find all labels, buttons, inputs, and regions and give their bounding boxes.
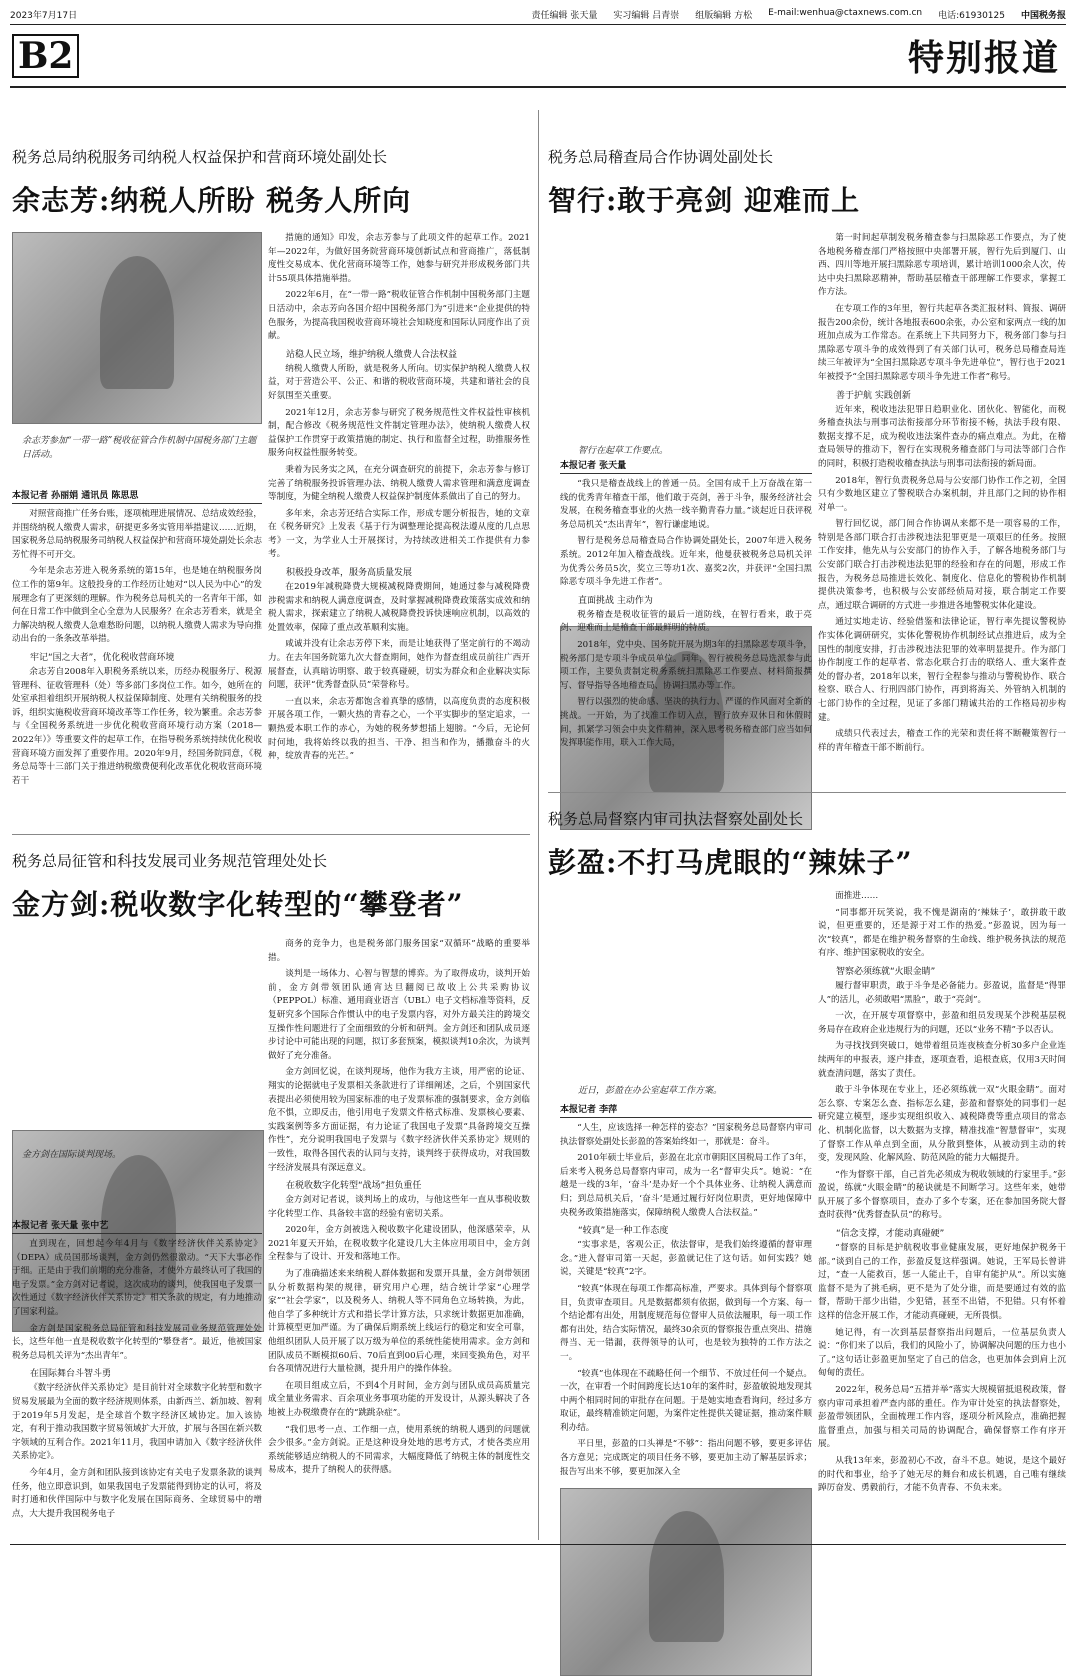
issue-date: 2023年7月17日: [10, 10, 78, 21]
paragraph: 金方剑回忆说，在谈判现场，他作为我方主谈，用严密的论证、翔实的论据就电子发票相关条款进行了详细阐述，之后，个别国家代表提出必须使用较为国家标准的电子发票标准的强制要求，金方剑临危不惧，立即反击，他引用电子发票文件格式标准、发票核心要素、实践案例等多方面证据，有力论证了我国电子发票“具备跨境交互操作性”，充分说明我国电子发票与《数字经济伙伴关系协定》规则的一致性，取得各国代表的认同与支持，谈判终于获得成功，对我国数字经济发展具有深远意义。: [268, 1067, 530, 1173]
subheading: 在国际舞台斗智斗勇: [30, 1369, 112, 1380]
paragraph: 对照营商推广任务台账，逐项梳理进展情况、总结成效经验，并围绕纳税人缴费人需求，研提更多务实管用举措建议……近期，国家税务总局纳税服务司纳税人权益保护和营商环境处副处长余志芳忙得不可开交。: [12, 509, 262, 560]
paragraph: 今年是余志芳进入税务系统的第15年，也是她在纳税服务岗位工作的第9年。这般投身的工作经历让她对“以人民为中心”的发展理念有了更深刻的理解。作为税务总局机关的一名青年干部，如何在日常工作中做到全心全意为人民服务？在余志芳看来，就是全力解决纳税人缴费人急难愁盼问题，以纳税人缴费人需求为导向推动出台的一条条改革举措。: [12, 566, 262, 645]
subheading: 在税收数字化转型“战场”担负重任: [286, 1181, 422, 1192]
article-yu-zhifang: [12, 146, 528, 219]
subheading: “较真”是一种工作态度: [578, 1226, 669, 1237]
byline: 本报记者 张天量 张中艺: [12, 1218, 262, 1234]
paragraph: 2022年，税务总局“五措并举”落实大规模留抵退税政策，督察内审司承担着严查内部的重任。作为审计处室的执法督察处，彭盈带领团队，全面梳理工作内容，逐项分析风险点，准确把握监督重点，加强与相关司局的协调配合，确保督察工作有序开展。: [818, 1385, 1066, 1450]
paragraph: 秉着为民务实之风，在充分调查研究的前提下，余志芳参与修订完善了纳税服务投诉管理办法、纳税人缴费人需求管理和满意度调查等制度，为健全纳税人缴费人权益保护制度体系做出了自己的努力。: [268, 464, 530, 503]
article-column-1: [12, 1218, 262, 1540]
paragraph: 2022年6月，在“一带一路”税收征管合作机制中国税务部门主题日活动中，余志芳向各国介绍中国税务部门为“引进来”企业提供的特色服务，为提高我国税收营商环境社会知晓度和国际认同度作出了贡献。: [268, 290, 530, 342]
paragraph: 智行回忆说，部门间合作协调从来都不是一项容易的工作，特别是各部门联合打击涉税违法犯罪更是一项艰巨的任务。按照工作安排，他先从与公安部门的协作入手，了解各地税务部门与公安部门联合打击涉税违法犯罪的经验和存在的问题，形成工作报告，为税务总局推进长效化、制度化、信息化的警税协作机制提供决策参考，也积极与公安部经侦局对接，联合制定工作要点，通过联合调研的方式进一步推进各地警税实体化建设。: [818, 519, 1066, 611]
subheading: “信念支撑，才能动真碰硬”: [836, 1229, 945, 1240]
paragraph: “作为督察干部，自己首先必须成为税收领域的行家里手。”彭盈说，练就“火眼金睛”的秘诀就是不间断学习。这些年来，她带队开展了多个督察项目，查办了多个专案，还在参加国务院大督查时获得“优秀督查队员”的称号。: [818, 1169, 1066, 1221]
paragraph: 面推进……: [835, 891, 879, 901]
email[interactable]: E-mail:wenhua@ctaxnews.com.cn: [768, 7, 923, 18]
photo-caption: 近日，彭盈在办公室起草工作方案。: [578, 1086, 723, 1096]
paragraph: 她记得，有一次到基层督察指出问题后，一位基层负责人说：“你们来了以后，我们的风险小了，协调解决问题的压力也小了。”这句话让彭盈更加坚定了自己的信念，也更加体会到肩上沉甸甸的责任。: [818, 1327, 1066, 1379]
article-headline: 余志芳:纳税人所盼 税务人所向: [12, 184, 412, 217]
paragraph: 在专项工作的3年里，智行共起草各类汇报材料、简报、调研报告200余份，统计各地报表600余张，办公室和家两点一线的加班加点成为工作常态。在系统上下共同努力下，税务部门参与扫黑除恶专项斗争的成效得到了有关部门认可，税务总局稽查局连续三年被评为“全国扫黑除恶专项斗争先进单位”，智行也于2021年被授予“全国扫黑除恶专项斗争先进工作者”称号。: [818, 303, 1066, 382]
paragraph: “较真”也体现在不疏略任何一个细节、不放过任何一个疑点。一次，在审看一个时间跨度长达10年的案件时，彭盈敏锐地发现其中两个相同时间的审批存在问题。于是她实地查看询问，经过多方取证，最终精准锁定问题，为案件定性提供关键证据，推动案件顺利办结。: [560, 1368, 812, 1433]
paragraph: 措施的通知》印发，余志芳参与了此项文件的起草工作。2021年—2022年，为做好国务院营商环境创新试点和营商推广，落低制度性交易成本、优化营商环境等工作，她参与研究并形成税务部门共计55项具体措施举措。: [268, 233, 530, 284]
paragraph: 《数字经济伙伴关系协定》是目前针对全球数字化转型和数字贸易发展最为全面的数字经济规则体系，由新西兰、新加坡、智利于2019年5月发起，是全球首个数字经济区域协定。加入该协定，有利于推动我国数字贸易领域扩大开放，扩展与各国在新兴数字领域的互利合作。2021年11月，我国申请加入《数字经济伙伴关系协定》。: [12, 1383, 262, 1462]
paragraph: “实事求是，客观公正，依法督审，是我们始终遵循的督审理念。”进入督审司第一天起，彭盈就记住了这句话。如何实践？她说，关键是“较真”2字。: [560, 1240, 812, 1278]
paragraph: 智行以强烈的使命感、坚决的执行力、严谨的作风面对全新的挑战。一开始，为了找准工作切入点，智行放弃双休日和休假时间，抓紧学习领会中央文件精神，深入思考税务稽查部门应当如何发挥职能作用，联入工作大局，: [560, 697, 812, 749]
paragraph: 余志芳自2008年入职税务系统以来，历经办税服务厅、税源管理科、征收管理科（处）等多部门多岗位工作。如今，她所在的处室承担着组织开展纳税人权益保障制度、处理有关纳税服务的投诉，组织实施税收营商环境改革等工作任务，较为繁重。余志芳参与《全国税务系统进一步优化税收营商环境行动方案（2018—2022年）》等重要文件的起草工作，在指导税务系统持续优化税收营商环境方面发挥了重要作用。2020年9月，经国务院同意，《税务总局等十三部门关于推进纳税缴费便利化改革优化税收营商环境若干: [12, 666, 262, 786]
masthead-bar: [10, 6, 1066, 22]
top-rule: [10, 24, 1066, 25]
article-peng-ying: [548, 808, 1064, 881]
subheading: 牢记“国之大者”，优化税收营商环境: [30, 652, 175, 663]
paragraph: “较真”体现在每项工作都高标准，严要求。具体到每个督察项目，负责审查项目。凡是数据都须有依据，做到每一个方案、每一个结论都有出处，用制度规范每位督审人员依法履职，每一项工作都有出处，结合实际情况，最终30余页的督察报告重点突出、措施得当、无一错漏，获得领导的认可，也是较为独特的工作方法之一。: [560, 1283, 812, 1362]
photo-caption: 金方剑在国际谈判现场。: [22, 1150, 122, 1160]
article-divider: [12, 834, 530, 835]
layout-editor: 组版编辑 方松: [695, 10, 753, 21]
paragraph: 通过实地走访、经验借鉴和法律论证，智行率先提议警税协作实体化调研研究，实体化警税协作机制经试点推进后，成为全国性的制度安排，打击涉税违法犯罪的效率明显提升。作为部门协作制度工作的起草者、常态化联合打击的联络人、重大案件查处的督办者，2018年以来，智行全程参与推动与警税协作、联合检察、联合人、行刑四部门协作，再到将海关、外管纳入机制的七部门协作的全过程，见证了多部门精诚共治的工作格局初步构建。: [818, 617, 1066, 723]
article-kicker: 税务总局征管和科技发展司业务规范管理处处长: [12, 852, 328, 870]
photo-yu-zhifang: [12, 232, 262, 424]
paragraph: 成绩只代表过去，稽查工作的光荣和责任将不断鞭策智行一样的青年稽查干部不断前行。: [818, 729, 1066, 753]
paragraph: 2021年12月，余志芳参与研究了税务规范性文件权益性审核机制，配合修改《税务规范性文件制定管理办法》，使纳税人缴费人权益保护工作贯穿于政策措施的制定、执行和监督全过程，助推服务性服务向权益性服务转变。: [268, 407, 530, 459]
article-column-1: [12, 488, 262, 828]
article-column-2: [268, 938, 530, 1540]
editor: 责任编辑 张天量: [531, 10, 598, 21]
paragraph: 一直以来，余志芳都饱含着真挚的感情，以高度负责的态度积极开展各项工作，一颗火热的青春之心，一个平实脚步的坚定追求，一颗热爱本职工作的赤心，为她的税务梦想插上翅膀。“今后，无论何时何地，我将始终以我的担当、干净、担当和作为，播撒奋斗的火种，绽放青春的光芒。”: [268, 696, 530, 762]
paragraph: “我只是稽查战线上的普通一员。全国有成千上万奋战在第一线的优秀青年稽查干部，他们敢于亮剑，善于斗争，服务经济社会发展，在税务稽查事业的火热一线辛勤青春力量。”谈起近日获评税务总局机关“杰出青年”，智行谦虚地说。: [560, 479, 812, 530]
paragraph: “人生，应该选择一种怎样的姿态？”国家税务总局督察内审司执法督察处副处长彭盈的答案始终如一，那就是：奋斗。: [560, 1123, 812, 1147]
paragraph: 从我13年来，彭盈初心不改，奋斗不息。她说，是这个最好的时代和事业，给予了她无尽的舞台和成长机遇，自己唯有继续踔厉奋发、勇毅前行，才能不负青春、不负未来。: [818, 1455, 1066, 1494]
paragraph: 咸诚并没有让余志芳停下来，而是让她获得了坚定前行的不竭动力。在去年国务院第九次大督查期间，她作为督查组成员前往广西开展督查，认真暗访明察、敢于较真碰硬，切实为群众和企业解决实际问题，获评“优秀督查队员”荣誉称号。: [268, 639, 530, 691]
article-column-2: [818, 890, 1066, 1540]
phone: 电话:61930125: [938, 10, 1005, 21]
article-headline: 智行:敢于亮剑 迎难而上: [548, 184, 861, 217]
paragraph: 纳税人缴费人所盼，就是税务人所向。切实保护纳税人缴费人权益，对于营造公平、公正、和谐的税收营商环境，共建和谐社会的良好氛围至关重要。: [268, 363, 530, 401]
byline: 本报记者 张天量: [560, 458, 812, 474]
paragraph: 金方剑对记者说，谈判场上的成功，与他这些年一直从事税收数字化转型工作、具备较丰富的经验有密切关系。: [268, 1195, 530, 1219]
paragraph: 2018年，智行负责税务总局与公安部门协作工作之初，全国只有少数地区建立了警税联合办案机制，并且部门之间的协作相对单一。: [818, 475, 1066, 513]
paragraph: 多年来，余志芳还结合实际工作，形成专题分析报告，她的文章在《税务研究》上发表《基于行为调整理论提高税法遵从度的几点思考》一文，为学业人士开展探讨，为持续改进相关工作提供有力参考。: [268, 508, 530, 560]
article-headline: 金方剑:税收数字化转型的“攀登者”: [12, 888, 464, 921]
article-column-1: [560, 458, 812, 758]
article-kicker: 税务总局稽查局合作协调处副处长: [548, 148, 774, 166]
paragraph: 谈判是一场体力、心智与智慧的博弈。为了取得成功，谈判开始前，金方剑带领团队通宵达旦翻阅已故收上公共采购协议（PEPPOL）标准、通用商业语言（UBL）电子文档标准等资料，反复研究多个国际合作惯认中的电子发票内容，对外方最关注的跨境交互操作性问题进行了全面细致的分析和研判。金方剑还和团队成员逐步讨论中可能出现的问题，拟订多套预案，模拟谈判10余次，为谈判做好了充分准备。: [268, 969, 530, 1061]
column-divider: [538, 110, 539, 1540]
paragraph: 近年来，税收违法犯罪日趋职业化、团伙化、智能化，而税务稽查执法与刑事司法衔接部分环节衔接不畅，执法手段有限、数据支撑不足，成为税收违法案件查办的痛点难点。为此，在稽查局领导的推动下，智行在实现税务稽查部门与司法等部门合作的同时，积极打造税收稽查执法与刑事司法衔接的新局面。: [818, 404, 1066, 469]
paragraph: 为寻找找到突破口，她带着组员连夜核查分析30多户企业连续两年的申报表，逐户排查，逐项查看，追根查底，仅用3天时间就查清问题，落实了责任。: [818, 1041, 1066, 1079]
subheading: 积极投身改革，服务高质量发展: [286, 568, 413, 579]
article-column-1: [560, 1102, 812, 1540]
subheading: 站稳人民立场，维护纳税人缴费人合法权益: [286, 349, 458, 360]
subheading: 直面挑战 主动作为: [578, 595, 653, 606]
subheading: 智察必须练就“火眼金睛”: [836, 966, 936, 977]
article-zhi-xing: [548, 146, 1064, 219]
paragraph: 履行督审职责，敢于斗争是必备能力。彭盈说，监督是“得罪人”的活儿，必须敢唱“黑脸”，敢于“亮剑”。: [818, 980, 1066, 1005]
paragraph: “同事都开玩笑说，我不愧是湖南的‘辣妹子’，敢拼敢干敢说，但更重要的，还是源于对工作的热爱。”彭盈说，因为每一次“较真”，都是在维护税务督察的生命线、维护税务执法的规范有序、维护国家税收的安全。: [818, 907, 1066, 959]
article-kicker: 税务总局督察内审司执法督察处副处长: [548, 810, 804, 828]
paragraph: 2010年硕士毕业后，彭盈在北京市朝阳区国税局工作了3年，后来考入税务总局督察内审司，成为一名“督审尖兵”。她说：“在越是一线的3年，‘奋斗’是办好一个个具体业务、让纳税人满意而归；到总局机关后，‘奋斗’是通过履行好岗位职责，更好地保障中央税务政策措施落实，保障纳税人缴费人合法权益。”: [560, 1153, 812, 1218]
paragraph: 一次，在开展专项督察中，彭盈和组员发现某个涉税基层税务局存在政府企业违规行为的问题，还以“业务不精”予以否认。: [818, 1011, 1066, 1035]
article-kicker: 税务总局纳税服务司纳税人权益保护和营商环境处副处长: [12, 148, 388, 166]
paragraph: 敢于斗争体现在专业上，还必须练就一双“火眼金睛”。面对怎么察、专案怎么查、指标怎么建，彭盈和督察处的同事们一起研究建立模型，逐步实现组织收入、减税降费等重点项目的常态化、机制化监督，以大数据为支撑，精准找准“智慧督审”，实现了督察工作从单点到全面，从分散到整体，从被动到主动的转变，发现风险、化解风险、防范风险的能力大幅提升。: [818, 1085, 1066, 1164]
paper-name: 中国税务报: [1020, 10, 1066, 21]
paragraph: 在2019年减税降费大规模减税降费期间，她通过参与减税降费涉税需求和纳税人满意度调查，及时掌握减税降费政策落实成效和纳税人需求，探索建立了纳税人减税降费投诉快速响应机制，以高效的处置效率，保障了重点改革顺利实施。: [268, 582, 530, 633]
header-rule: [10, 86, 1066, 88]
article-column-2: [268, 232, 530, 828]
article-column-2: [818, 232, 1066, 758]
photo-caption: 智行在起草工作要点。: [578, 446, 669, 456]
section-title: 特别报道: [907, 37, 1060, 79]
paragraph: 智行是税务总局稽查局合作协调处副处长，2007年进入税务系统。2012年加入稽查战线。近年来，他曼获被税务总局机关评为优秀公务员5次，奖立三等功1次、嘉奖2次，并获评“全国扫黑除恶专项斗争先进工作者”。: [560, 536, 812, 588]
paragraph: 商务的竞争力，也是税务部门服务国家“双循环”战略的重要举措。: [268, 939, 530, 963]
photo-caption: 余志芳参加“一带一路”税收征管合作机制中国税务部门主题日活动。: [22, 436, 257, 460]
paragraph: 平日里，彭盈的口头禅是“不够”：指出问题不够，要更多评估各方意见；完成既定的项目任务不够，要更加主动了解基层诉求；报告写出来不够，要更加深入全: [560, 1439, 812, 1477]
subheading: 善于护航 实践创新: [836, 390, 911, 401]
article-jin-fangjian: [12, 850, 528, 923]
intern-editor: 实习编辑 吕青崇: [613, 10, 680, 21]
byline: 本报记者 孙丽娟 通讯员 陈思思: [12, 488, 262, 504]
paragraph: 2020年，金方剑被选入税收数字化建设团队，他深感荣幸，从2021年夏天开始，在税收数字化建设几大主体应用项目中，金方剑全程参与了设计、开发和落地工作。: [268, 1225, 530, 1263]
paragraph: “督察的目标是护航税收事业健康发展，更好地保护税务干部。”谈到自己的工作，彭盈反复这样强调。她说，王军局长曾讲过，“查一人能救百，惩一人能止千，自审有能护从”。所以实施监督不是为了挑毛病，更不是为了处分谁，而是要通过有效的监督，帮助干部少出错，少犯错，甚至不出错，不犯错。只有怀着这样的信念开展工作，才能动真碰硬，无所畏惧。: [818, 1243, 1066, 1322]
bottom-rule: [10, 1544, 1066, 1545]
staff-list: [130, 8, 1066, 21]
paragraph: 为了准确描述来来纳税人群体数据和发票开具量，金方剑带领团队分析数据构架的规律，研究用户心理，结合统计学家“心理学家”“社会学家”，以及税务人、纳税人等不同角色立场转换，为此，他自学了多种统计方式和措长学计算方法，只求统计数据更加准确，计算模型更加严谨。为了确保后期系统上线运行的稳定和安全可靠，他组织团队人员开展了以万级为单位的系统性能使用需求。金方剑和团队成员不断模拟60后、70后直到00后心理，来回变换角色，对平台各项情况进行大量检测，提升用户的操作体验。: [268, 1269, 530, 1375]
paragraph: 税务稽查是税收征管的最后一道防线，在智行看来，敢于亮剑、迎难而上是稽查干部最鲜明的特质。: [560, 609, 812, 634]
paragraph: 第一时间起草制发税务稽查参与扫黑除恶工作要点，为了使各地税务稽查部门严格按照中央部署开展，智行先后到厦门、山西、四川等地开展扫黑除恶专项培训，累计培训1000余人次，传达中央扫黑除恶精神，帮助基层稽查干部理解工作要求，掌握工作方法。: [818, 233, 1066, 298]
article-headline: 彭盈:不打马虎眼的“辣妹子”: [548, 846, 913, 879]
paragraph: “我们思考一点、工作细一点，使用系统的纳税人遇到的问题就会少很多。”金方剑说。正是这种设身处地的思考方式，才使各类应用系统能够适应纳税人的不同需求，大幅度降低了纳税主体的制度性交易成本，提升了纳税人的获得感。: [268, 1424, 530, 1476]
paragraph: 直到现在，回想起今年4月与《数字经济伙伴关系协定》（DEPA）成员国那场谈判，金方剑仍然很激动。“天下大事必作于细。正是由于我们前期的充分准备，才使外方最终认可了我国的电子发票。”金方剑对记者说，这次成功的谈判，使我国电子发票一次性通过《数字经济伙伴关系协定》相关条款的规定，有力地推动了国家利益。: [12, 1239, 262, 1317]
article-divider: [548, 792, 1066, 793]
paragraph: 在项目组成立后，不到4个月时间，金方剑与团队成员高质量完成全量业务需求、百余项业务事项功能的开发设计，从源头解决了各地被上办税缴费存在的“跳跳杂症”。: [268, 1380, 530, 1418]
byline: 本报记者 李萍: [560, 1102, 812, 1118]
page-number: B2: [12, 34, 79, 78]
paragraph: 2018年，党中央、国务院开展为期3年的扫黑除恶专项斗争，税务部门是专项斗争成员单位。同年，智行被税务总局选派参与此项工作，主要负责制定税务系统扫黑除恶工作要点、材料简报撰写、督导指导各地稽查局、协调扫黑办等工作。: [560, 639, 812, 691]
paragraph: 金方剑是国家税务总局征管和科技发展司业务规范管理处处长，这些年他一直是税收数字化转型的“攀登者”。最近，他被国家税务总局机关评为“杰出青年”。: [12, 1323, 262, 1361]
paragraph: 今年4月，金方剑和团队接到该协定有关电子发票条款的谈判任务，他立即意识到，如果我国电子发票能得到协定的认可，将及时打通和伙伴国际中与数字化发展在国际商务、全球贸易中的增点，大大提升我国税务电子: [12, 1467, 262, 1519]
